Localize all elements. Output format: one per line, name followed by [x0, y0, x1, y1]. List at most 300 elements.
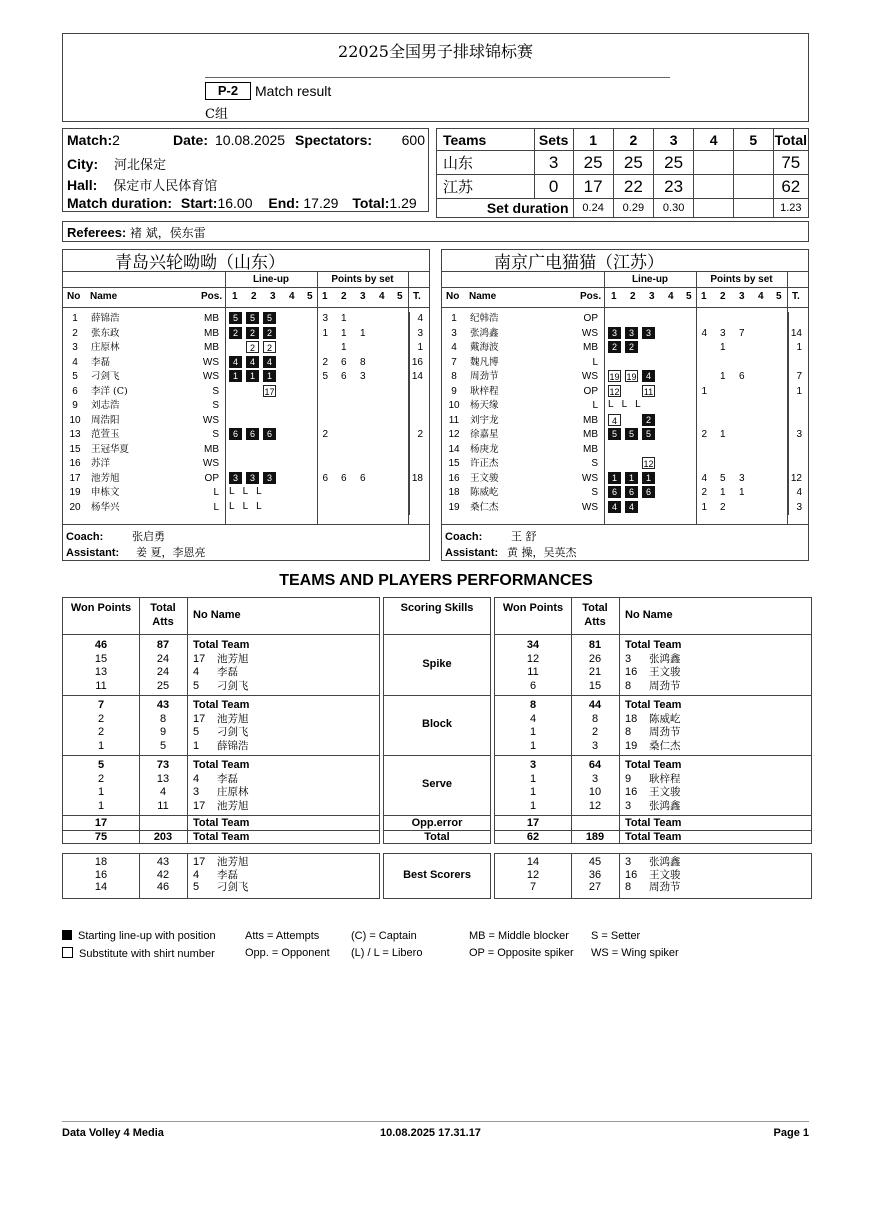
team-b-best-scorers: [494, 853, 812, 899]
player-name: 纪韩浩: [470, 313, 499, 324]
team-b-coach-rule: [442, 524, 808, 525]
duration-label: Match duration:: [67, 195, 172, 211]
team-a-head-rule: [63, 271, 429, 272]
team-b-head-rule-2: [442, 287, 808, 288]
hall-value: 保定市人民体育馆: [113, 179, 218, 194]
empty-square-icon: [62, 947, 73, 958]
set-points: [696, 399, 715, 414]
pts-set-1: 1: [322, 291, 328, 302]
set-points: [772, 443, 788, 458]
player-attempts: 12: [588, 799, 602, 812]
player-position: WS: [581, 501, 598, 513]
set-points: [355, 428, 374, 443]
lineup-mark: L: [256, 486, 262, 498]
best-scorer-points: 16: [94, 868, 108, 881]
set-points: 1: [720, 342, 726, 353]
lineup-header: Line-up: [252, 274, 290, 285]
set4-header: 4: [694, 129, 734, 151]
lineup-mark: L: [621, 399, 628, 411]
score-header-row: [437, 129, 809, 151]
lineup-mark: [625, 457, 638, 469]
total-atts-header: Total Atts: [582, 602, 608, 628]
lineup-cell: [604, 428, 696, 443]
total-points-header: T.: [413, 291, 421, 302]
set-points: [374, 385, 393, 400]
total-atts: 203: [153, 831, 173, 843]
player-total-points: [788, 356, 806, 371]
player-number: 5: [193, 726, 200, 738]
set-points: 1: [696, 501, 715, 516]
team-a-head-rule-2: [63, 287, 429, 288]
total-atts-header: Total Atts: [150, 602, 176, 628]
player-name: 许正杰: [470, 458, 499, 469]
set-points: 1: [739, 487, 745, 498]
set-points: [772, 356, 788, 371]
end-label: End:: [268, 195, 300, 211]
starting-position-box: 5: [263, 312, 276, 324]
starting-position-box: 6: [246, 428, 259, 440]
set-points: [374, 501, 393, 516]
best-scorer-points: 14: [526, 856, 540, 868]
pts-set-1: 1: [701, 291, 707, 302]
player-total-points: [788, 414, 806, 429]
set4-duration: [694, 199, 734, 218]
team-b-name: 南京广电猫猫（江苏）: [494, 253, 664, 273]
set-points: [317, 399, 336, 414]
lineup-mark: [229, 341, 242, 353]
skill-label: Serve: [422, 778, 452, 790]
player-row: [442, 327, 826, 342]
set-points: [753, 341, 772, 356]
player-number: 20: [69, 501, 81, 513]
player-position: WS: [202, 414, 219, 426]
starting-position-box: 4: [625, 501, 638, 513]
starting-position-box: 4: [229, 356, 242, 368]
set-points: [734, 312, 753, 327]
lineup-cell: [225, 341, 317, 356]
player-number: 10: [448, 400, 460, 411]
substitute-box: 2: [246, 341, 259, 353]
set-points: 3: [317, 312, 336, 327]
score-row-b: [437, 175, 809, 199]
total-won: 62: [526, 831, 540, 843]
player-won-points: 1: [97, 799, 105, 812]
set-duration-row: [437, 199, 809, 218]
set-points: [374, 312, 393, 327]
footer-left: Data Volley 4 Media: [62, 1127, 164, 1139]
player-won-points: 1: [529, 772, 537, 785]
set-points: [772, 399, 788, 414]
set-points: [696, 443, 715, 458]
section-rule: [384, 695, 490, 696]
assistant-names: 黄 操，吴英杰: [507, 546, 577, 559]
set-points: [336, 385, 355, 400]
player-name: 刁剑飞: [91, 371, 120, 382]
total-label: Total:: [352, 195, 390, 211]
city-value: 河北保定: [114, 158, 167, 173]
set-points: [753, 457, 772, 472]
best-scorer-name: 池芳旭: [217, 856, 249, 868]
name-header: Name: [469, 291, 497, 302]
lineup-cell: [604, 443, 696, 458]
score-set3: 25: [654, 151, 694, 175]
starting-position-box: 2: [229, 327, 242, 339]
set-points: 1: [341, 342, 347, 353]
lineup-set-3: 3: [270, 291, 276, 302]
player-number: 10: [69, 414, 81, 426]
lineup-cell: [225, 428, 317, 443]
player-name: 周劲节: [649, 679, 681, 692]
section-rule: [495, 695, 811, 696]
player-name: 张鸿鑫: [470, 327, 499, 339]
player-position: S: [591, 487, 598, 498]
player-row: [442, 428, 826, 443]
player-number: 5: [193, 679, 200, 692]
player-number: 15: [448, 458, 460, 469]
player-name: 刘宇龙: [470, 414, 499, 426]
no-name-header: No Name: [193, 609, 241, 621]
player-number: 8: [625, 679, 632, 692]
set-points: [753, 414, 772, 429]
header-rule: [63, 634, 379, 635]
set-points: 1: [720, 371, 726, 382]
lineup-cell: [604, 486, 696, 501]
set-points: [753, 399, 772, 414]
assistant-label: Assistant:: [66, 547, 120, 559]
player-row: [442, 341, 826, 356]
total-team-atts: 73: [156, 759, 170, 771]
set-points: 5: [317, 370, 336, 385]
group-label: C组: [205, 107, 228, 122]
player-attempts: 24: [156, 652, 170, 665]
player-attempts: 21: [588, 666, 602, 678]
player-total-points: 7: [788, 370, 806, 385]
pts-set-2: 2: [720, 291, 726, 302]
player-position: MB: [583, 443, 598, 455]
set-duration-label: Set duration: [437, 199, 574, 218]
player-position: MB: [204, 443, 219, 455]
player-row: [442, 385, 826, 400]
player-row: [442, 370, 826, 385]
score-set1: 25: [573, 151, 613, 175]
lineup-cell: [225, 312, 317, 327]
set-points: [374, 472, 393, 487]
set-points: 1: [720, 487, 726, 498]
set-points: [374, 356, 393, 371]
total-team-label: Total Team: [625, 699, 682, 711]
lineup-set-5: 5: [686, 291, 692, 302]
player-number: 9: [451, 385, 457, 397]
player-number: 1: [451, 313, 457, 324]
set-points: [772, 486, 788, 501]
total-won: 75: [94, 831, 108, 843]
player-name: 池芳旭: [217, 799, 249, 812]
score-set4: [694, 151, 734, 175]
starting-position-box: 4: [608, 501, 621, 513]
total-team-label: Total Team: [625, 817, 682, 829]
player-number: 17: [193, 652, 206, 665]
player-position: MB: [583, 342, 598, 353]
set-points: [715, 356, 734, 371]
legend-s: S = Setter: [591, 930, 641, 942]
player-row: [63, 370, 447, 385]
player-position: MB: [583, 429, 598, 440]
player-name: 刁剑飞: [217, 679, 249, 692]
starting-position-box: 1: [608, 472, 621, 484]
set-points: [753, 385, 772, 400]
set1-header: 1: [573, 129, 613, 151]
name-header: Name: [90, 291, 118, 302]
player-won-points: 4: [529, 712, 537, 725]
hall-label: Hall:: [67, 177, 98, 193]
set-points: [336, 486, 355, 501]
starting-position-box: 3: [608, 327, 621, 339]
player-number: 16: [69, 458, 81, 469]
player-won-points: 15: [94, 652, 108, 665]
player-position: WS: [581, 371, 598, 382]
set-points: [772, 370, 788, 385]
player-name: 王文骏: [649, 786, 681, 798]
set-points: [715, 457, 734, 472]
starting-position-box: 2: [642, 414, 655, 426]
report-code: P-2: [205, 82, 251, 100]
player-total-points: [409, 443, 427, 458]
best-scorer-number: 4: [193, 868, 200, 881]
starting-position-box: 6: [263, 428, 276, 440]
legend-mb: MB = Middle blocker: [469, 930, 569, 942]
set-points: [355, 399, 374, 414]
set-points: [715, 443, 734, 458]
player-number: 18: [448, 487, 460, 498]
player-name: 王文骏: [470, 472, 499, 484]
player-row: [63, 327, 447, 342]
set-points: [374, 414, 393, 429]
player-row: [63, 428, 447, 443]
total-team-label: Total Team: [193, 699, 250, 711]
header-rule: [384, 634, 490, 635]
starting-position-box: 3: [642, 327, 655, 339]
starting-position-box: 1: [263, 370, 276, 382]
total-duration: 1.23: [773, 199, 808, 218]
set-points: [772, 385, 788, 400]
pts-set-2: 2: [341, 291, 347, 302]
no-header: No: [67, 291, 81, 302]
team-a-panel: [62, 249, 430, 561]
player-total-points: 3: [788, 501, 806, 516]
player-attempts: 8: [159, 712, 167, 725]
player-name: 薛锦浩: [217, 739, 249, 752]
player-won-points: 1: [529, 739, 537, 752]
lineup-set-4: 4: [289, 291, 295, 302]
lineup-cell: [604, 356, 696, 371]
total-team-atts: 87: [156, 639, 170, 651]
player-attempts: 3: [591, 772, 599, 785]
player-row: [63, 399, 447, 414]
lineup-cell: [604, 341, 696, 356]
player-won-points: 11: [95, 679, 107, 692]
set-points: 1: [360, 327, 366, 339]
set-points: 3: [720, 327, 726, 339]
player-position: L: [213, 501, 219, 513]
player-name: 杨华兴: [91, 501, 120, 513]
player-name: 周浩阳: [91, 414, 120, 426]
player-name: 李磊: [217, 666, 238, 678]
set-points: [393, 414, 409, 429]
team-a-assistant-row: [66, 544, 206, 560]
player-total-points: [788, 399, 806, 414]
lineup-mark: L: [608, 399, 614, 411]
total-team-label: Total Team: [193, 759, 250, 771]
player-won-points: 1: [529, 799, 537, 812]
player-row: [442, 443, 826, 458]
player-number: 19: [69, 487, 81, 498]
set-points: 1: [341, 313, 347, 324]
set-points: [753, 428, 772, 443]
lineup-set-2: 2: [630, 291, 636, 302]
won-points-header: Won Points: [502, 602, 564, 614]
lineup-set-2: 2: [251, 291, 257, 302]
player-name: 杨庚龙: [470, 443, 499, 455]
spectators-value: 600: [401, 132, 425, 148]
team-b-player-table: [442, 312, 826, 515]
set3-header: 3: [654, 129, 694, 151]
total-team-label: Total Team: [193, 817, 250, 829]
set-points: [393, 312, 409, 327]
set-points: [317, 501, 336, 516]
pts-set-4: 4: [758, 291, 764, 302]
substitute-box: 19: [626, 372, 637, 383]
player-number: 17: [69, 472, 81, 484]
team-a-best-scorers: [62, 853, 380, 899]
lineup-cell: [604, 501, 696, 516]
opp-error-label: Opp.error: [411, 817, 463, 829]
lineup-cell: [604, 457, 696, 472]
player-name: 耿梓程: [470, 385, 499, 397]
lineup-cell: [225, 414, 317, 429]
total-team-won: 34: [526, 639, 540, 651]
total-points-header: T.: [792, 291, 800, 302]
substitute-box: 4: [608, 414, 621, 426]
total-team-atts: 64: [588, 759, 602, 771]
pts-set-5: 5: [776, 291, 782, 302]
score-set1: 17: [573, 175, 613, 199]
player-won-points: 2: [97, 712, 105, 725]
section-rule: [495, 815, 811, 816]
player-number: 3: [625, 652, 632, 665]
player-number: 9: [625, 772, 632, 785]
lineup-set-4: 4: [668, 291, 674, 302]
set-points: [734, 399, 753, 414]
pts-set-4: 4: [379, 291, 385, 302]
set-points: [374, 341, 393, 356]
total-atts: 189: [585, 831, 605, 843]
player-name: 王文骏: [649, 666, 681, 678]
team-b-head-rule: [442, 271, 808, 272]
legend-substitute-text: Substitute with shirt number: [79, 948, 215, 960]
lineup-cell: [225, 443, 317, 458]
set-points: 2: [317, 356, 336, 371]
player-row: [63, 312, 447, 327]
set-points: [753, 486, 772, 501]
player-position: MB: [204, 313, 219, 324]
total-team-won: 5: [97, 759, 105, 771]
set-points: 6: [317, 472, 336, 487]
player-number: 8: [451, 371, 457, 382]
set-points: [355, 385, 374, 400]
total-team-label: Total Team: [625, 759, 682, 771]
lineup-cell: [225, 486, 317, 501]
score-sets: 3: [534, 151, 573, 175]
set-points: [772, 414, 788, 429]
section-rule: [384, 755, 490, 756]
lineup-cell: [604, 472, 696, 487]
set-points: [696, 356, 715, 371]
player-name: 张鸿鑫: [649, 652, 681, 665]
starting-position-box: 1: [642, 472, 655, 484]
lineup-cell: [225, 385, 317, 400]
set-points: [317, 443, 336, 458]
set-points: [696, 414, 715, 429]
set3-duration: 0.30: [654, 199, 694, 218]
set-points: 3: [360, 371, 366, 382]
player-row: [442, 312, 826, 327]
set-points: [393, 457, 409, 472]
legend-libero: (L) / L = Libero: [351, 947, 423, 959]
set-points: [772, 428, 788, 443]
player-number: 8: [625, 726, 632, 738]
legend-atts: Atts = Attempts: [245, 930, 320, 942]
coach-label: Coach:: [445, 531, 483, 543]
lineup-cell: [225, 501, 317, 516]
player-position: WS: [581, 327, 598, 339]
total-team-won: 7: [97, 699, 105, 711]
total-team-atts: 81: [588, 639, 602, 651]
city-row: [67, 154, 166, 173]
player-row: [63, 486, 447, 501]
set-points: [393, 327, 409, 342]
set-points: [734, 414, 753, 429]
player-attempts: 9: [159, 726, 167, 738]
set-points: [336, 428, 355, 443]
player-total-points: [409, 385, 427, 400]
set2-duration: 0.29: [613, 199, 653, 218]
team-a-col-rule: [63, 307, 429, 308]
player-attempts: 3: [591, 739, 599, 752]
no-name-header: No Name: [625, 609, 673, 621]
set-points: [355, 501, 374, 516]
best-scorer-attempts: 42: [156, 868, 170, 881]
player-number: 19: [448, 501, 460, 513]
set-points: 7: [739, 327, 745, 339]
player-name: 张鸿鑫: [649, 799, 681, 812]
player-row: [63, 457, 447, 472]
start-value: 16.00: [217, 195, 253, 211]
best-scorer-number: 5: [193, 881, 200, 893]
player-number: 15: [69, 443, 81, 455]
section-rule: [63, 815, 379, 816]
best-scorer-attempts: 27: [588, 881, 602, 893]
section-rule: [495, 755, 811, 756]
spectators-label: Spectators:: [295, 132, 373, 148]
player-attempts: 13: [156, 772, 170, 785]
report-subtitle: Match result: [255, 83, 332, 99]
player-total-points: 1: [788, 385, 806, 400]
legend-substitute: [62, 947, 215, 960]
player-won-points: 1: [97, 786, 105, 798]
player-row: [442, 414, 826, 429]
player-position: WS: [202, 371, 219, 382]
set-points: [355, 486, 374, 501]
